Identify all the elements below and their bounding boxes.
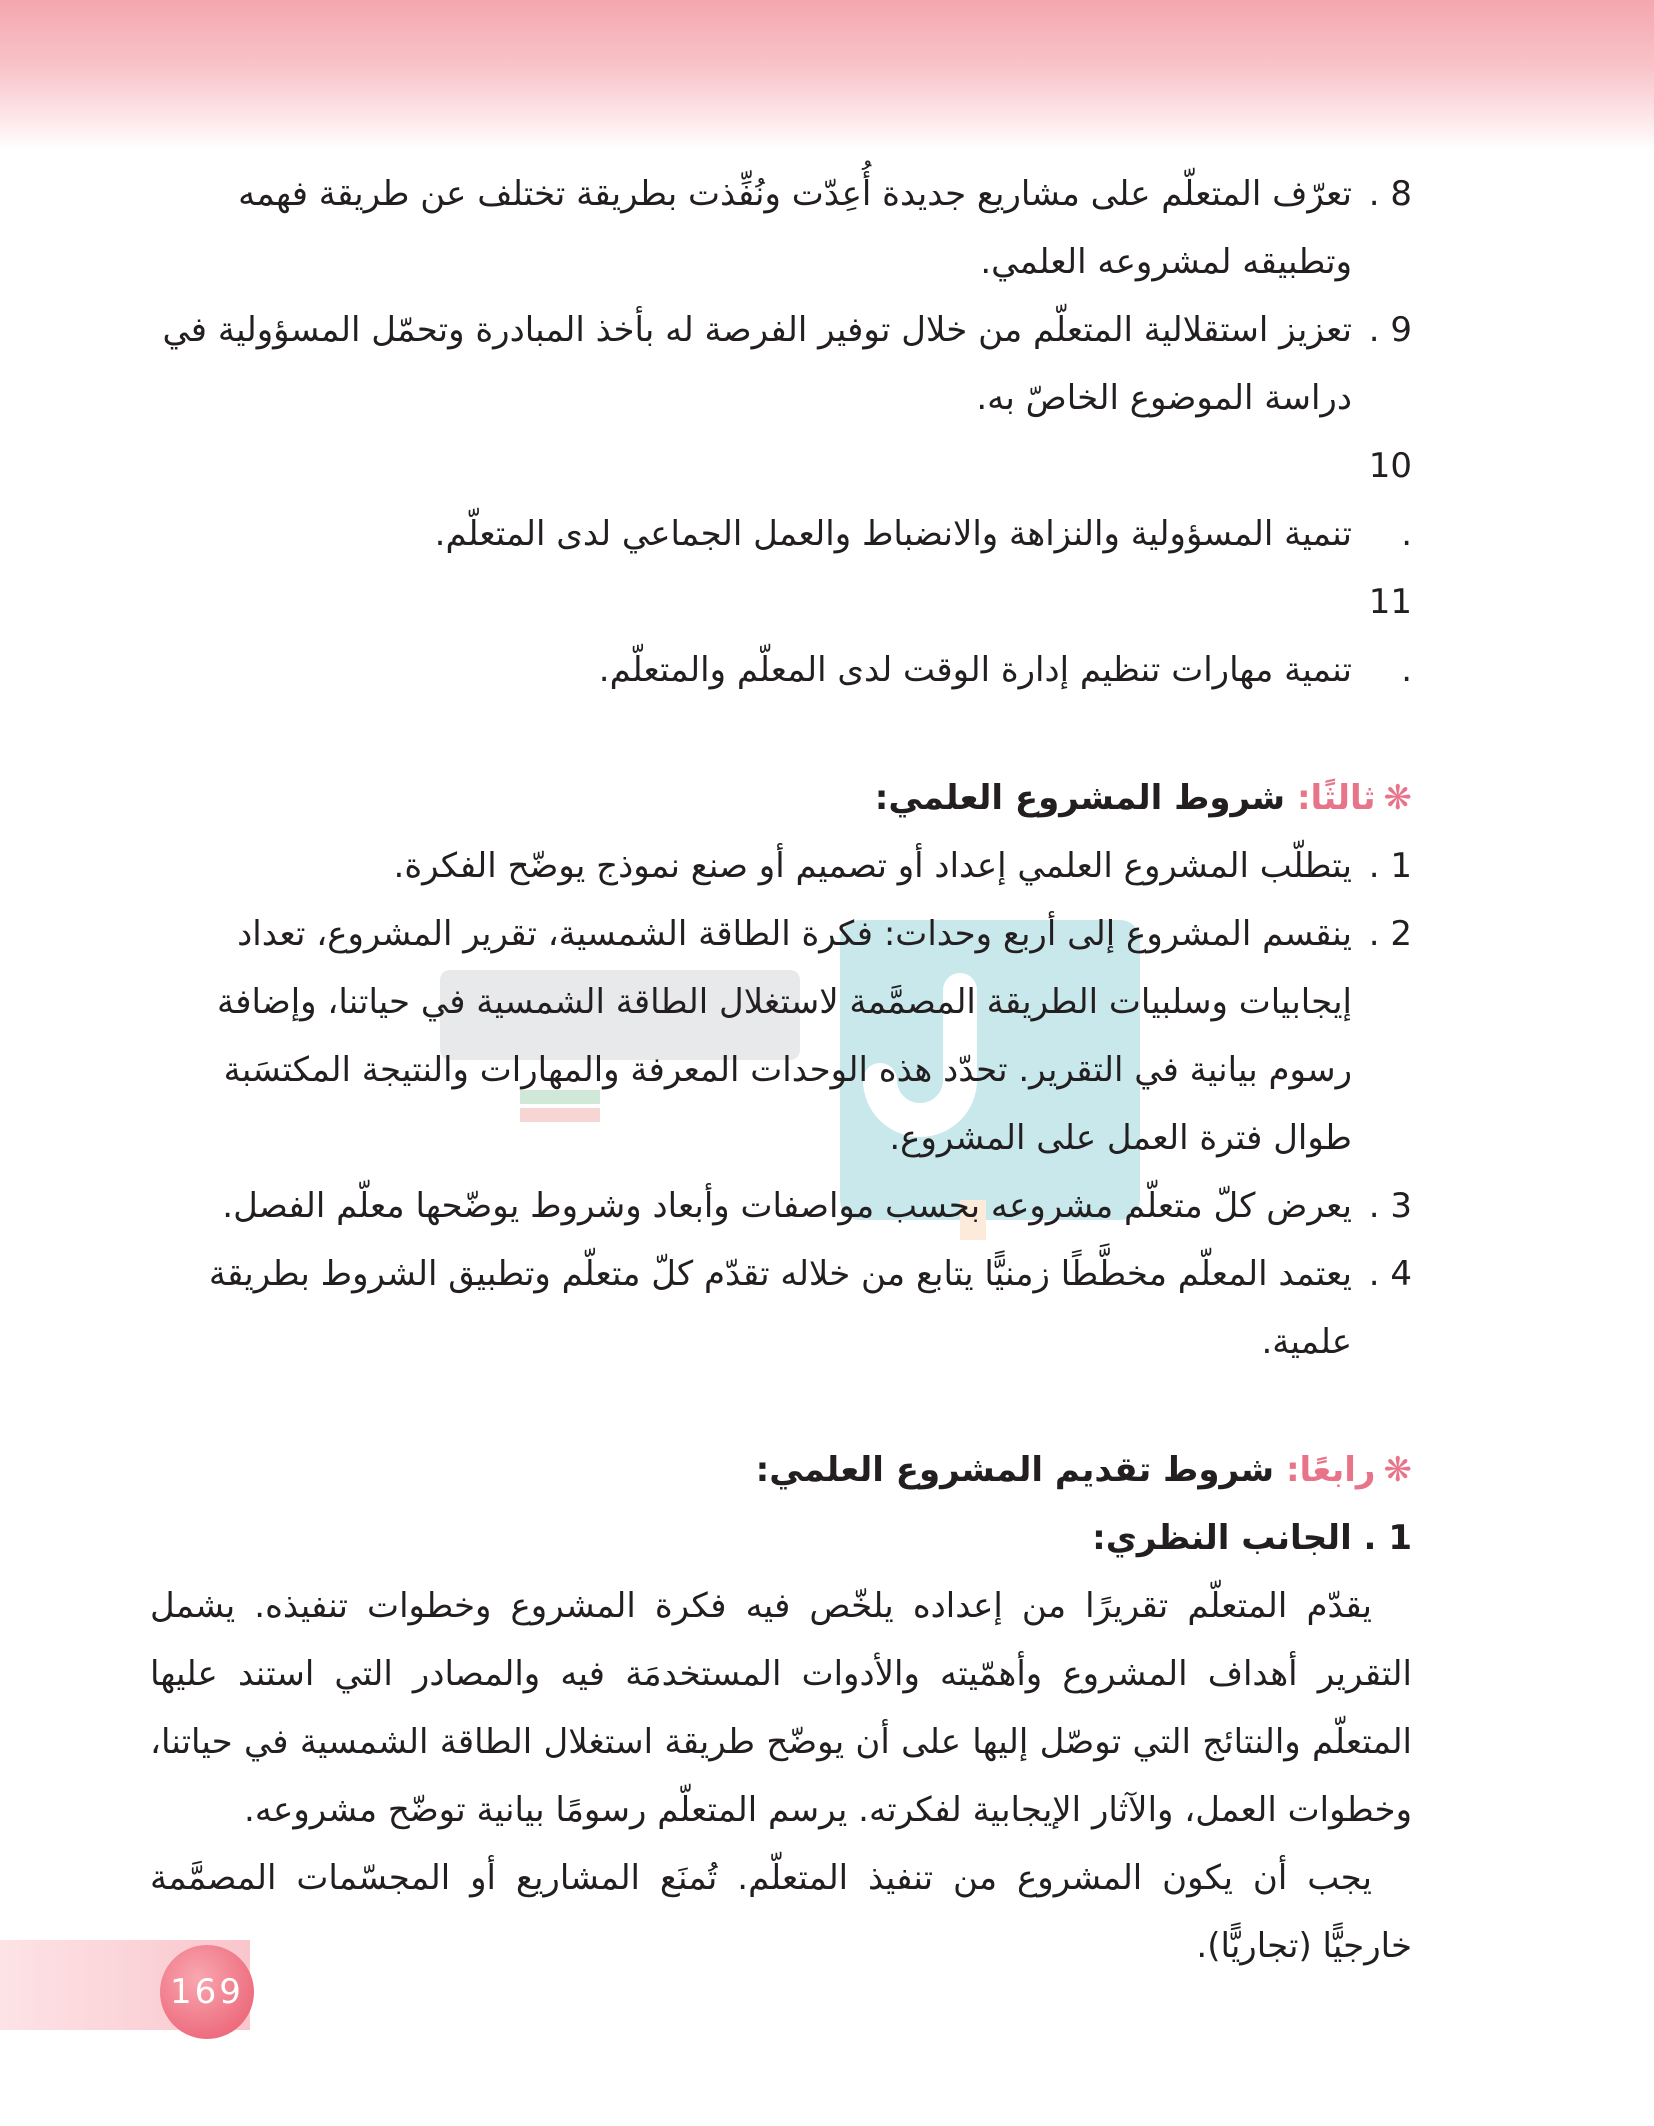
conditions-item-2	[150, 900, 1412, 1172]
section-title: شروط المشروع العلمي:	[874, 778, 1286, 818]
list-item-9	[150, 296, 1412, 432]
section-gap	[150, 704, 1412, 764]
page-number: 169	[160, 1945, 254, 2039]
list-item-text: تنمية المسؤولية والنزاهة والانضباط والعمل الجماعي لدى المتعلّم.	[434, 514, 1352, 554]
section-ordinal: ثالثًا:	[1296, 778, 1376, 818]
list-item-number: 4 .	[1368, 1254, 1412, 1294]
section-ordinal: رابعًا:	[1285, 1450, 1376, 1490]
list-item-text: تنمية مهارات تنظيم إدارة الوقت لدى المعلّم والمتعلّم.	[598, 650, 1352, 690]
star-bullet-icon: ❋	[1383, 1450, 1412, 1490]
list-item-text: ينقسم المشروع إلى أربع وحدات: فكرة الطاقة الشمسية، تقرير المشروع، تعداد إيجابيات وسلبيات الطريقة المصمَّمة لاستغلال الطاقة الشمسية في حياتنا، وإضافة رسوم بيانية في التقرير. تحدّد هذه الوحدات المعرفة والمهارات والنتيجة المكتسَبة طوال فترة العمل على المشروع.	[217, 914, 1352, 1158]
star-bullet-icon: ❋	[1383, 778, 1412, 818]
paragraph-execution: يجب أن يكون المشروع من تنفيذ المتعلّم. تُمنَع المشاريع أو المجسّمات المصمَّمة خارجيًّا (تجاريًّا).	[150, 1858, 1412, 1966]
list-item-text: يتطلّب المشروع العلمي إعداد أو تصميم أو صنع نموذج يوضّح الفكرة.	[393, 846, 1352, 886]
page-content	[150, 160, 1412, 1980]
list-item-10	[150, 432, 1412, 568]
section-gap	[150, 1376, 1412, 1436]
subheading-theoretical: 1 . الجانب النظري:	[1092, 1518, 1412, 1558]
list-item-number: 11 .	[1368, 582, 1412, 690]
list-item-text: يعتمد المعلّم مخطَّطًا زمنيًّا يتابع من خلاله تقدّم كلّ متعلّم وتطبيق الشروط بطريقة علمية.	[208, 1254, 1352, 1362]
section-heading-third	[150, 764, 1412, 832]
section-title: شروط تقديم المشروع العلمي:	[755, 1450, 1275, 1490]
top-header-band	[0, 0, 1654, 150]
list-item-11	[150, 568, 1412, 704]
list-item-text: تعزيز استقلالية المتعلّم من خلال توفير الفرصة له بأخذ المبادرة وتحمّل المسؤولية في دراسة الموضوع الخاصّ به.	[162, 310, 1352, 418]
list-item-number: 3 .	[1368, 1186, 1412, 1226]
section-heading-fourth	[150, 1436, 1412, 1504]
list-item-text: تعرّف المتعلّم على مشاريع جديدة أُعِدّت ونُفِّذت بطريقة تختلف عن طريقة فهمه وتطبيقه لمشروعه العلمي.	[238, 174, 1352, 282]
list-item-number: 10 .	[1368, 446, 1412, 554]
conditions-item-3	[150, 1172, 1412, 1240]
list-item-number: 1 .	[1368, 846, 1412, 886]
conditions-item-1	[150, 832, 1412, 900]
paragraph-report: يقدّم المتعلّم تقريرًا من إعداده يلخّص فيه فكرة المشروع وخطوات تنفيذه. يشمل التقرير أهداف المشروع وأهمّيته والأدوات المستخدمَة فيه والمصادر التي استند عليها المتعلّم والنتائج التي توصّل إليها على أن يوضّح طريقة استغلال الطاقة الشمسية في حياتنا، وخطوات العمل، والآثار الإيجابية لفكرته. يرسم المتعلّم رسومًا بيانية توضّح مشروعه.	[150, 1586, 1412, 1830]
list-item-text: يعرض كلّ متعلّم مشروعه بحسب مواصفات وأبعاد وشروط يوضّحها معلّم الفصل.	[222, 1186, 1352, 1226]
conditions-item-4	[150, 1240, 1412, 1376]
list-item-8	[150, 160, 1412, 296]
list-item-number: 2 .	[1368, 914, 1412, 954]
list-item-number: 9 .	[1368, 310, 1412, 350]
list-item-number: 8 .	[1368, 174, 1412, 214]
